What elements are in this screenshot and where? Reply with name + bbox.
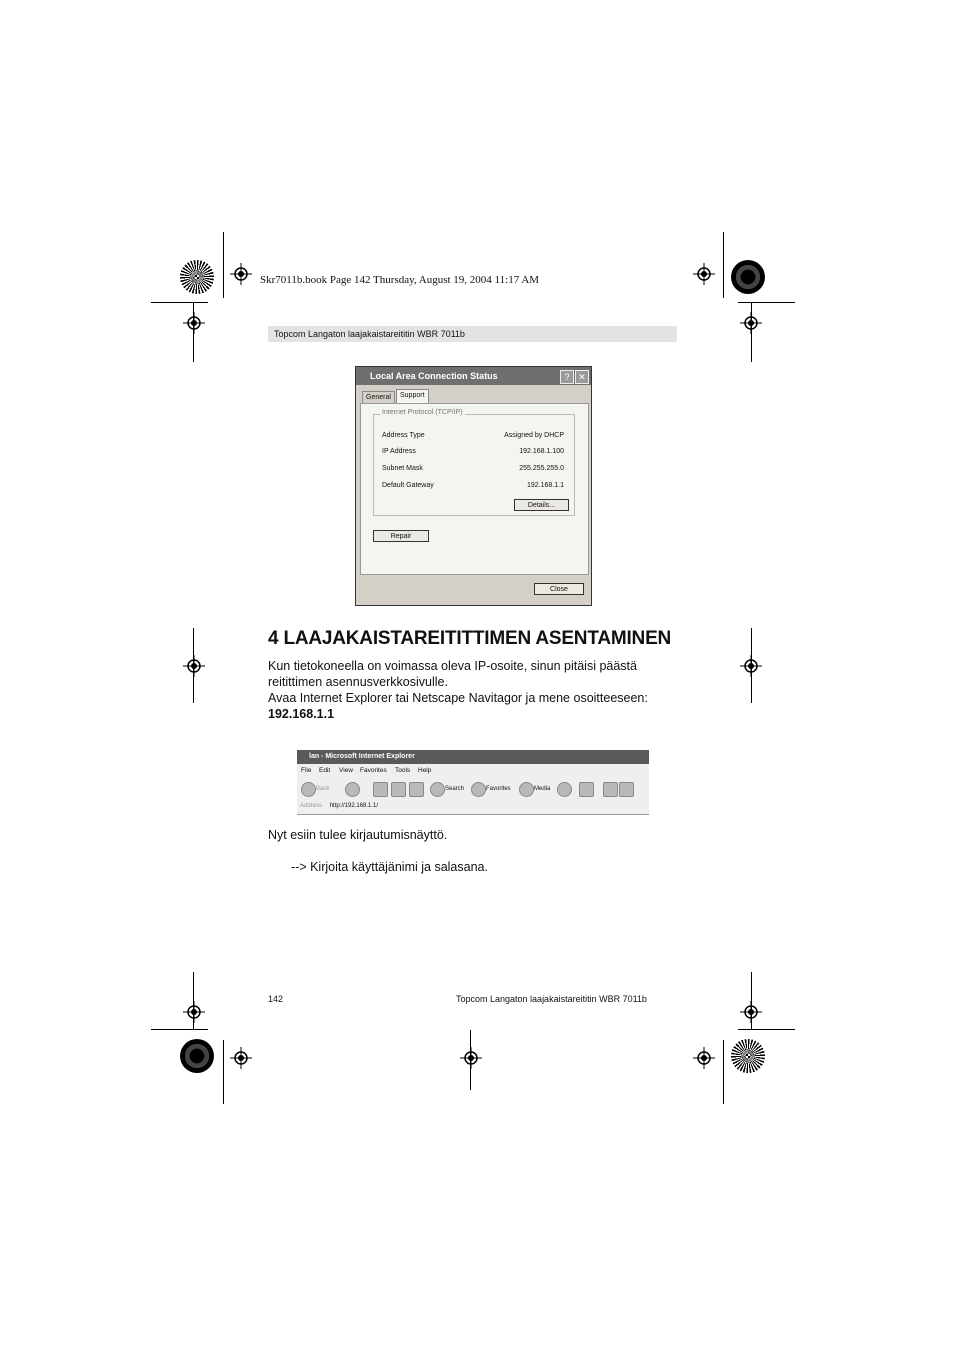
media-label[interactable]: Media: [534, 786, 551, 792]
edit-icon[interactable]: [619, 782, 634, 797]
address-label: Address: [300, 803, 323, 809]
forward-icon[interactable]: [345, 782, 360, 797]
details-button[interactable]: Details...: [514, 499, 569, 511]
registration-target-icon: [740, 1001, 762, 1023]
search-label[interactable]: Search: [445, 786, 465, 792]
address-type-label: Address Type: [382, 432, 425, 439]
registration-target-icon: [740, 312, 762, 334]
tab-general[interactable]: General: [362, 391, 395, 404]
mail-icon[interactable]: [579, 782, 594, 797]
section-heading: 4 LAAJAKAISTAREITITTIMEN ASENTAMINEN: [268, 628, 672, 649]
instruction-text: --> Kirjoita käyttäjänimi ja salasana.: [291, 860, 488, 874]
registration-target-icon: [183, 312, 205, 334]
print-icon[interactable]: [603, 782, 618, 797]
page-number: 142: [268, 994, 284, 1004]
group-title: Internet Protocol (TCP/IP): [382, 409, 463, 416]
favorites-label[interactable]: Favorites: [486, 786, 511, 792]
help-button[interactable]: ?: [560, 370, 574, 384]
refresh-icon[interactable]: [391, 782, 406, 797]
subnet-mask-label: Subnet Mask: [382, 465, 423, 472]
browser-screenshot: [297, 750, 649, 815]
menu-favorites[interactable]: Favorites: [360, 767, 387, 774]
login-screen-text: Nyt esiin tulee kirjautumisnäyttö.: [268, 828, 448, 842]
address-value[interactable]: http://192.168.1.1/: [329, 803, 379, 809]
search-icon[interactable]: [430, 782, 445, 797]
registration-target-icon: [740, 655, 762, 677]
menu-edit[interactable]: Edit: [319, 767, 331, 774]
print-slug: Skr7011b.book Page 142 Thursday, August 19, 2004 11:17 AM: [260, 274, 540, 286]
starburst-mark-icon: [180, 260, 214, 294]
history-icon[interactable]: [557, 782, 572, 797]
close-button[interactable]: Close: [534, 583, 584, 595]
repair-button[interactable]: Repair: [373, 530, 429, 542]
menu-tools[interactable]: Tools: [395, 767, 411, 774]
starburst-mark-icon: [731, 260, 765, 294]
paragraph-line: reitittimen asennusverkkosivulle.: [268, 675, 448, 689]
registration-target-icon: [693, 1047, 715, 1069]
starburst-mark-icon: [731, 1039, 765, 1073]
ip-address-value: 192.168.1.100: [519, 448, 564, 455]
paragraph-line: Avaa Internet Explorer tai Netscape Navitagor ja mene osoitteeseen:: [268, 691, 648, 705]
home-icon[interactable]: [409, 782, 424, 797]
registration-target-icon: [183, 1001, 205, 1023]
favorites-star-icon[interactable]: [471, 782, 486, 797]
support-panel: [360, 403, 589, 575]
menu-help[interactable]: Help: [418, 767, 432, 774]
dialog-title-bar: [356, 367, 591, 385]
registration-target-icon: [183, 655, 205, 677]
default-gateway-label: Default Gateway: [382, 482, 434, 489]
menu-file[interactable]: File: [301, 767, 312, 774]
paragraph-line: Kun tietokoneella on voimassa oleva IP-osoite, sinun pitäisi päästä: [268, 659, 637, 673]
registration-target-icon: [460, 1047, 482, 1069]
address-type-value: Assigned by DHCP: [504, 432, 564, 439]
registration-target-icon: [693, 263, 715, 285]
media-icon[interactable]: [519, 782, 534, 797]
default-gateway-value: 192.168.1.1: [527, 482, 564, 489]
menu-view[interactable]: View: [339, 767, 353, 774]
running-header: Topcom Langaton laajakaistareititin WBR 7011b: [268, 326, 677, 342]
tab-support[interactable]: Support: [396, 389, 429, 404]
back-label[interactable]: Back: [316, 786, 330, 792]
close-icon[interactable]: ✕: [575, 370, 589, 384]
browser-title: lan - Microsoft Internet Explorer: [297, 750, 649, 764]
registration-target-icon: [230, 1047, 252, 1069]
stop-icon[interactable]: [373, 782, 388, 797]
registration-target-icon: [230, 263, 252, 285]
ip-address-label: IP Address: [382, 448, 416, 455]
tcpip-group: [373, 409, 575, 516]
starburst-mark-icon: [180, 1039, 214, 1073]
router-address: 192.168.1.1: [268, 707, 335, 721]
dialog-title: Local Area Connection Status: [370, 371, 498, 381]
back-icon[interactable]: [301, 782, 316, 797]
connection-status-dialog: [355, 366, 592, 606]
address-bar[interactable]: [297, 800, 649, 813]
footer-product: Topcom Langaton laajakaistareititin WBR 7011b: [456, 994, 647, 1004]
subnet-mask-value: 255.255.255.0: [519, 465, 564, 472]
